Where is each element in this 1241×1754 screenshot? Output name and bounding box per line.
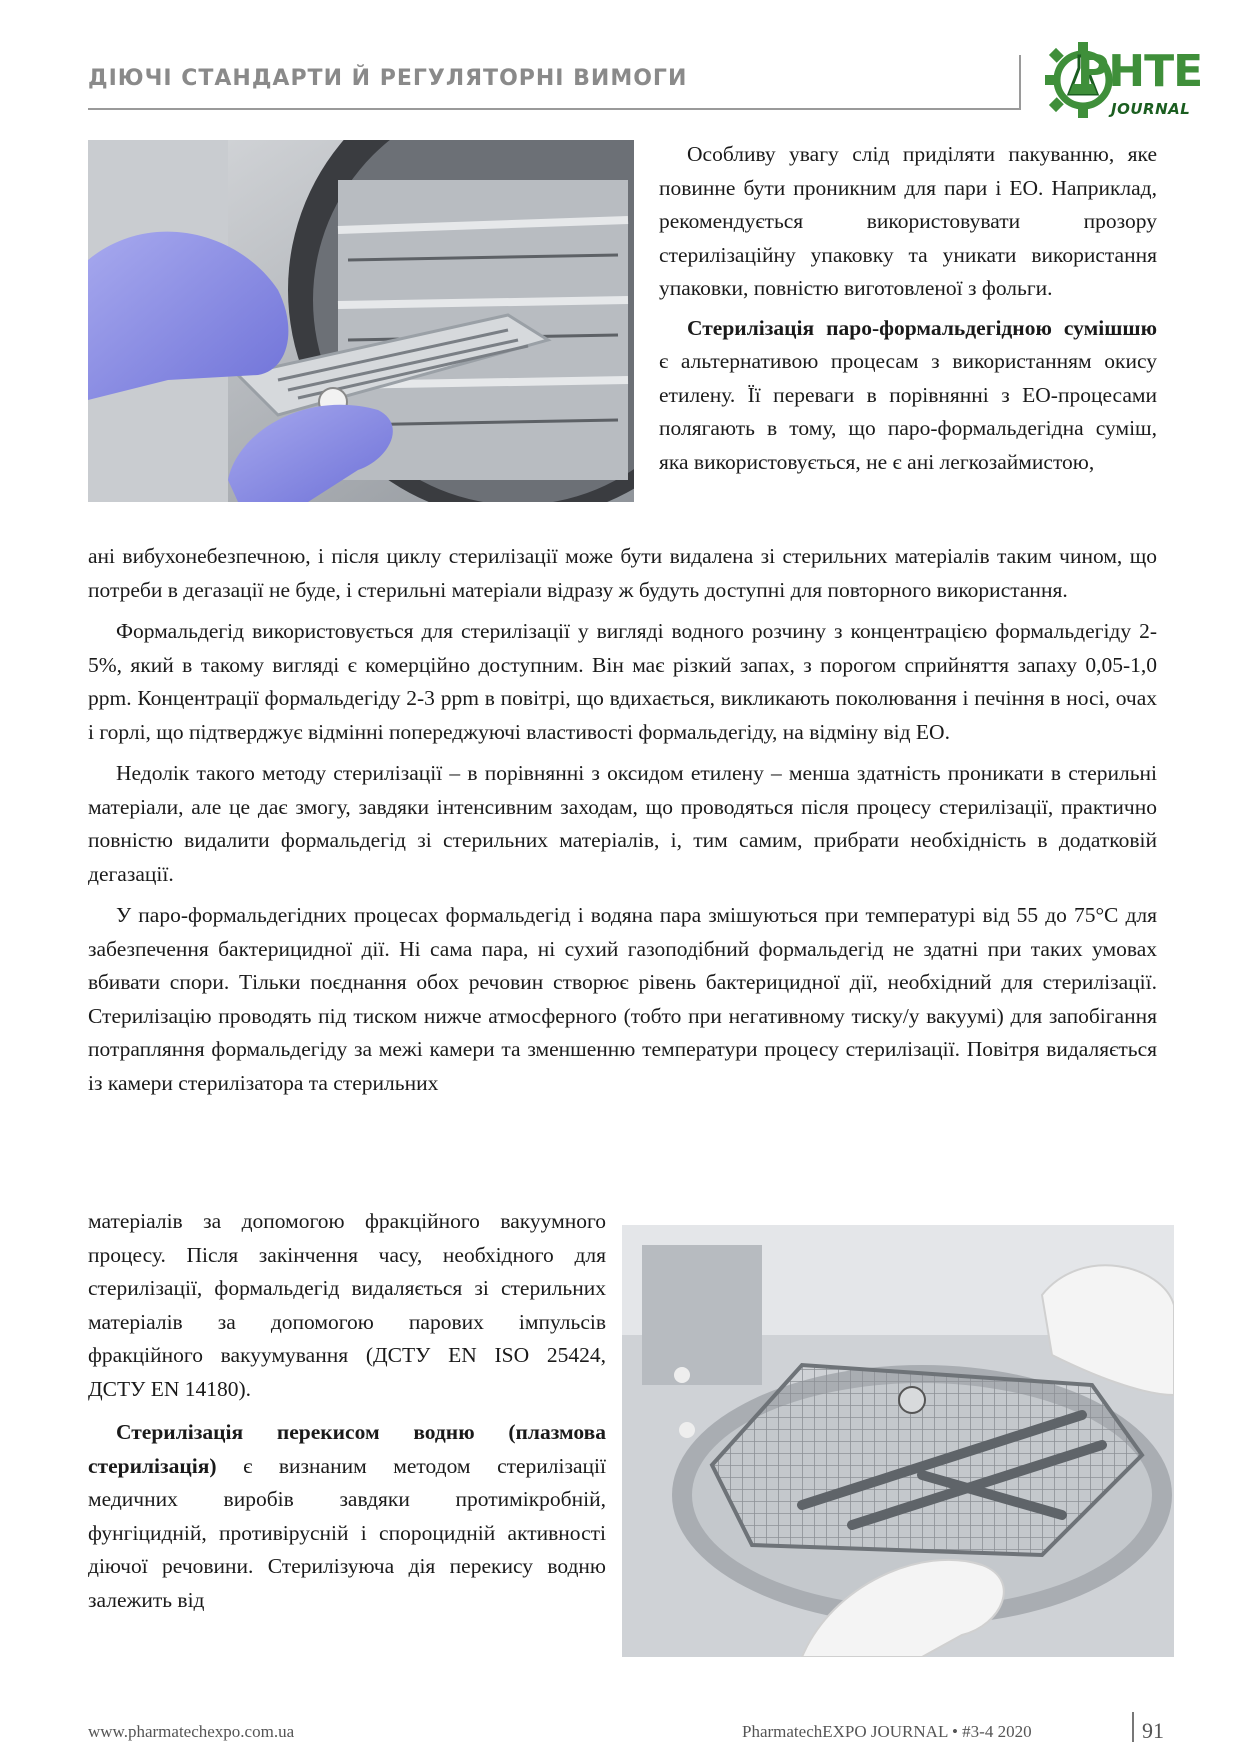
header-vertical-divider	[1019, 55, 1021, 110]
paragraph-hydrogen-peroxide-text: є визнаним методом стерилізації медичних виробів завдяки протимікробній, фунгіцидній, противірусній і спороцидній активності діючої речовини. Стерилізуюча дія перекису водню залежить від	[88, 1453, 607, 1612]
section-title: ДІЮЧІ СТАНДАРТИ Й РЕГУЛЯТОРНІ ВИМОГИ	[88, 66, 688, 91]
paragraph-method-drawback: Недолік такого методу стерилізації – в порівнянні з оксидом етилену – менша здатність проникати в стерильні матеріали, але це дає змогу, завдяки інтенсивним заходам, що проводяться після процесу стерилізації, практично повністю видалити формальдегід зі стерильних матеріалів, і, тим самим, прибрати необхідність в додатковій дегазації.	[88, 761, 1157, 886]
photo-wire-basket	[622, 1225, 1174, 1657]
paragraph-hydrogen-peroxide	[88, 1416, 606, 1617]
paragraph-steam-formaldehyde	[659, 312, 1157, 480]
paragraph-steam-formaldehyde-cont: ані вибухонебезпечною, і після циклу стерилізації може бути видалена зі стерильних матеріалів таким чином, що потреби в дегазації не буде, і стерильні матеріали відразу ж будуть доступні для повторного використання.	[88, 544, 1157, 602]
journal-logo	[1043, 36, 1203, 128]
header-divider	[88, 108, 1020, 110]
bottom-left-column	[88, 1205, 606, 1617]
term-hydrogen-peroxide: Стерилізація перекисом водню (плазмова стерилізація)	[88, 1420, 606, 1478]
term-steam-formaldehyde: Стерилізація паро-формальдегідною сумішшю	[687, 315, 1157, 340]
logo-sub-text: JOURNAL	[1111, 100, 1191, 118]
paragraph-packaging: Особливу увагу слід приділяти пакуванню, яке повинне бути проникним для пари і ЕО. Наприклад, рекомендується використовувати прозору стерилізаційну упаковку та уникати використання упаковки, повністю виготовленої з фольги.	[659, 142, 1157, 300]
footer-website: www.pharmatechexpo.com.ua	[88, 1722, 295, 1741]
logo-brand-text: PHTE	[1077, 46, 1203, 97]
paragraph-steam-formaldehyde-text: є альтернативою процесам з використанням окису етилену. Її переваги в порівнянні з ЕО-процесами полягають в тому, що паро-формальдегідна суміш, яка використовується, не є ані легкозаймистою,	[659, 349, 1157, 474]
footer-journal-issue: PharmatechEXPO JOURNAL • #3-4 2020	[742, 1722, 1032, 1741]
autoclave-tray-image	[88, 140, 634, 502]
wire-basket-image	[622, 1225, 1174, 1657]
photo-autoclave-tray	[88, 140, 634, 502]
footer-divider	[1132, 1712, 1134, 1742]
main-column	[88, 540, 1157, 1100]
top-right-column	[659, 138, 1157, 479]
page-number: 91	[1142, 1718, 1164, 1743]
paragraph-process-conditions: У паро-формальдегідних процесах формальдегід і водяна пара змішуються при температурі від 55 до 75°С для забезпечення бактерицидної дії. Ні сама пара, ні сухий газоподібний формальдегід не здатні при таких умовах вбивати спори. Тільки поєднання обох речовин створює рівень бактерицидної дії, необхідний для стерилізації. Стерилізацію проводять під тиском нижче атмосферного (тобто при негативному тиску/у вакуумі) для запобігання потрапляння формальдегіду за межі камери та зменшенню температури процесу стерилізації. Повітря видаляється із камери стерилізатора та стерильних	[88, 903, 1157, 1095]
paragraph-process-conditions-cont: матеріалів за допомогою фракційного вакуумного процесу. Після закінчення часу, необхідного для стерилізації, формальдегід видаляється зі стерильних матеріалів за допомогою парових імпульсів фракційного вакуумування (ДСТУ EN ISO 25424, ДСТУ EN 14180).	[88, 1209, 606, 1401]
paragraph-formaldehyde-solution: Формальдегід використовується для стерилізації у вигляді водного розчину з концентрацією формальдегіду 2-5%, який в такому вигляді є комерційно доступним. Він має різкий запах, з порогом сприйняття запаху 0,05-1,0 ppm. Концентрації формальдегіду 2-3 ppm в повітрі, що вдихається, викликають поколювання і печіння в носі, очах і горлі, що підтверджує відмінні попереджуючі властивості формальдегіду, на відміну від ЕО.	[88, 619, 1157, 744]
